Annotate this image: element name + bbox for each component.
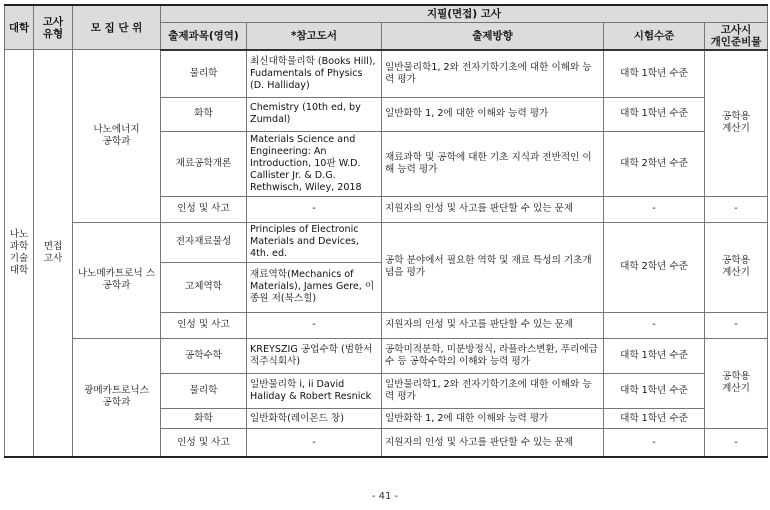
prep-cell: 공학용 계산기 [705, 50, 768, 197]
prep-cell: - [705, 312, 768, 338]
subject-cell: 인성 및 사고 [161, 429, 247, 457]
subject-cell: 물리학 [161, 50, 247, 98]
exam-table [4, 4, 768, 458]
direction-cell: 일반화학 1, 2에 대한 이해와 능력 평가 [382, 97, 604, 131]
reference-cell: 일반물리학 i, ii David Haliday & Robert Resnick [247, 373, 382, 408]
reference-cell: Principles of Electronic Materials and Devices, 4th. ed. [247, 222, 382, 262]
reference-cell: - [247, 196, 382, 222]
subject-cell: 전자재료물성 [161, 222, 247, 262]
reference-cell: - [247, 429, 382, 457]
direction-cell: 지원자의 인성 및 사고를 판단할 수 있는 문제 [382, 196, 604, 222]
unit-name: 광메카트로닉스 공학과 [73, 338, 161, 457]
level-cell: 대학 1학년 수준 [604, 97, 705, 131]
level-cell: - [604, 429, 705, 457]
prep-cell: - [705, 196, 768, 222]
direction-cell: 재료과학 및 공학에 대한 기초 지식과 전반적인 이해 능력 평가 [382, 131, 604, 196]
direction-cell: 일반화학 1, 2에 대한 이해와 능력 평가 [382, 408, 604, 429]
unit-name: 나노메카트로닉 스 공학과 [73, 222, 161, 338]
direction-cell: 지원자의 인성 및 사고를 판단할 수 있는 문제 [382, 429, 604, 457]
level-cell: 대학 1학년 수준 [604, 373, 705, 408]
prep-cell: 공학용 계산기 [705, 338, 768, 429]
direction-cell: 공학 분야에서 필요한 역학 및 재료 특성의 기초개념을 평가 [382, 222, 604, 312]
table-row [5, 50, 768, 98]
level-cell: 대학 1학년 수준 [604, 338, 705, 373]
header-unit: 모 집 단 위 [73, 5, 161, 50]
header-level: 시험수준 [604, 22, 705, 50]
header-personal-items: 고사시 개인준비물 [705, 22, 768, 50]
subject-cell: 화학 [161, 97, 247, 131]
header-direction: 출제방향 [382, 22, 604, 50]
subject-cell: 인성 및 사고 [161, 312, 247, 338]
table-row [5, 338, 768, 373]
direction-cell: 일반물리학1, 2와 전자기학기초에 대한 이해와 능력 평가 [382, 373, 604, 408]
subject-cell: 고체역학 [161, 263, 247, 313]
reference-cell: 재료역학(Mechanics of Materials), James Gere, 이종원 저(북스힐) [247, 263, 382, 313]
level-cell: 대학 2학년 수준 [604, 222, 705, 312]
subject-cell: 공학수학 [161, 338, 247, 373]
header-written-exam: 지필(면접) 고사 [161, 5, 768, 22]
direction-cell: 일반물리학1, 2와 전자기학기초에 대한 이해와 능력 평가 [382, 50, 604, 98]
header-college: 대학 [5, 5, 34, 50]
level-cell: 대학 1학년 수준 [604, 50, 705, 98]
header-subject: 출제과목(영역) [161, 22, 247, 50]
reference-cell: Chemistry (10th ed, by Zumdal) [247, 97, 382, 131]
direction-cell: 공학미적분학, 미분방정식, 라플라스변환, 푸리에급수 등 공학수학의 이해와 능력 평가 [382, 338, 604, 373]
reference-cell: 일반화학(레이몬드 창) [247, 408, 382, 429]
level-cell: 대학 1학년 수준 [604, 408, 705, 429]
subject-cell: 재료공학개론 [161, 131, 247, 196]
unit-name: 나노에너지 공학과 [73, 50, 161, 223]
exam-type-cell: 면접 고사 [34, 50, 73, 458]
subject-cell: 인성 및 사고 [161, 196, 247, 222]
header-reference: *참고도서 [247, 22, 382, 50]
direction-cell: 지원자의 인성 및 사고를 판단할 수 있는 문제 [382, 312, 604, 338]
college-cell: 나노 과학 기술 대학 [5, 50, 34, 458]
level-cell: - [604, 196, 705, 222]
reference-cell: Materials Science and Engineering: An Introduction, 10판 W.D. Callister Jr. & D.G. Rethwisch, Wiley, 2018 [247, 131, 382, 196]
prep-cell: - [705, 429, 768, 457]
prep-cell: 공학용 계산기 [705, 222, 768, 312]
subject-cell: 화학 [161, 408, 247, 429]
table-row [5, 222, 768, 262]
header-exam-type: 고사 유형 [34, 5, 73, 50]
subject-cell: 물리학 [161, 373, 247, 408]
reference-cell: KREYSZIG 공업수학 (범한서적주식회사) [247, 338, 382, 373]
level-cell: 대학 2학년 수준 [604, 131, 705, 196]
level-cell: - [604, 312, 705, 338]
page-number: - 41 - [371, 491, 399, 502]
reference-cell: - [247, 312, 382, 338]
reference-cell: 최신대학물리학 (Books Hill), Fudamentals of Physics (D. Halliday) [247, 50, 382, 98]
